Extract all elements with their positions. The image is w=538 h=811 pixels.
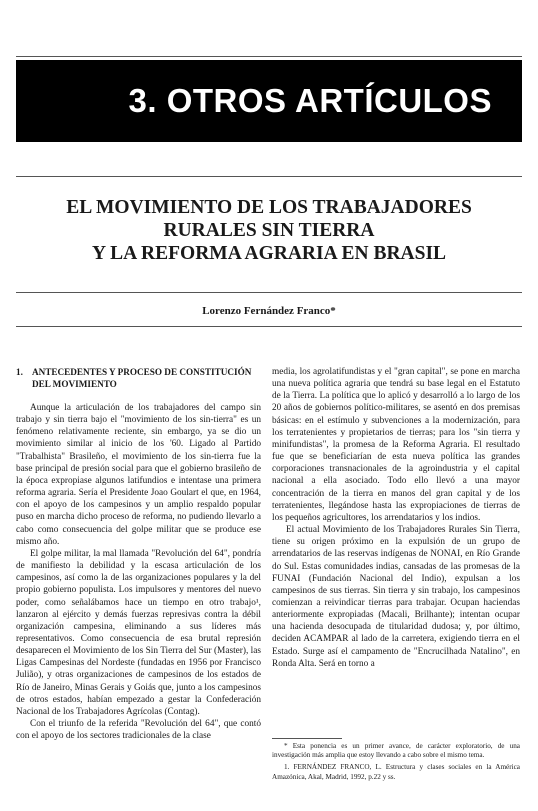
title-line-2: RURALES SIN TIERRA [163, 220, 375, 241]
left-paragraph-2: El golpe militar, la mal llamada "Revolución del 64", pondría de manifiesto la debilidad y la escasa articulación de los campesinos, así como la de las organizaciones populares y la del propio gobierno populista. Los impulsores y mentores del nuevo poder, como señalábamos hace un tiempo en otro trabajo¹, lanzaron al ejército y demás fuerzas represivas contra la débil organización campesina, eliminando a sus líderes más representativos. Como consecuencia de esa brutal represión desaparecen el Movimiento de los Sin Tierra del Sur (Master), las Ligas Campesinas del Nordeste (fundadas en 1956 por Francisco Julião), y otras organizaciones de campesinos de los estados de Río de Janeiro, Minas Gerais y Goiás que, junto a los campesinos de otros estados, habían empezado a gestar la Confederación Nacional de los Trabajadores Agrícolas (Contag). [16, 548, 261, 717]
right-column [272, 366, 520, 670]
author-name: Lorenzo Fernández Franco* [202, 305, 336, 317]
section-heading-text: ANTECEDENTES Y PROCESO DE CONSTITUCIÓN DEL MOVIMIENTO [32, 367, 252, 389]
footnotes [272, 742, 520, 785]
title-line-3: Y LA REFORMA AGRARIA EN BRASIL [91, 243, 447, 264]
left-column [16, 366, 261, 742]
section-banner [16, 60, 522, 142]
footnote-rule [272, 738, 342, 739]
left-paragraph-1: Aunque la articulación de los trabajadores del campo sin trabajo y sin tierra bajo el "movimiento de los sin-tierra" es un fenómeno relativamente reciente, sin embargo, ya se dio un movimiento similar al inicio de los '60. Ligado al Partido "Trabalhista" Brasileño, el movimiento de los sin-tierra fue la base principal de presión social para que el gobierno brasileño de la época expropiase algunos latifundios e intentase una primera reforma agraria. Sería el Presidente Joao Goulart el que, en 1964, con el apoyo de los campesinos y un amplio respaldo popular puso en marcha dicho proceso de reforma, no pudiendo llevarlo a cabo como consecuencia del golpe militar que se produce ese mismo año. [16, 403, 261, 547]
author-bottom-rule [16, 326, 522, 327]
section-heading-number: 1. [16, 367, 23, 377]
section-banner-title: 3. OTROS ARTÍCULOS [128, 82, 492, 119]
title-bottom-rule [16, 292, 522, 293]
top-rule [16, 56, 522, 57]
title-line-1: EL MOVIMIENTO DE LOS TRABAJADORES [66, 197, 472, 218]
footnote-1: 1. FERNÁNDEZ FRANCO, L. Estructura y clases sociales en la América Amazónica, Akal, Madrid, 1992, p.22 y ss. [272, 763, 520, 781]
left-paragraph-3: Con el triunfo de la referida "Revolución del 64", que contó con el apoyo de los sectores tradicionales de la clase [16, 719, 261, 742]
article-title [16, 196, 522, 265]
footnote-star: * Esta ponencia es un primer avance, de carácter exploratorio, de una investigación más amplia que estoy llevando a cabo sobre el mismo tema. [272, 742, 520, 760]
right-paragraph-2: El actual Movimiento de los Trabajadores Rurales Sin Tierra, tiene su origen próximo en la expulsión de un grupo de arrendatarios de las reservas indígenas de NONAI, en Río Grande do Sul. Estas comunidades indias, cansadas de las promesas de la FUNAI (Fundación Nacional del Indio), expulsan a los campesinos de sus tierras. Sin tierra y sin trabajo, los campesinos comienzan a reivindicar tierras para trabajar. Ocupan haciendas anteriormente expropiadas (Macali, Brilhante); intentan ocupar una hacienda desocupada de titularidad dudosa; y, por último, deciden ACAMPAR al lado de la carretera, exigiendo tierra en el Estado. Surge así el campamento de "Encrucilhada Natalino", en Ronda Alta. Será en torno a [272, 525, 520, 669]
right-paragraph-1: media, los agrolatifundistas y el "gran capital", se pone en marcha una nueva política agraria que tendrá su base legal en el Estatuto de la Tierra. La política que lo aplicó y desarrolló a lo largo de los 20 años de gobiernos político-militares, se asentó en dos premisas básicas: en el estímulo y subvenciones a la modernización, para los terratenientes y propietarios de tierras; para los "sin tierra y minifundistas", la promesa de la Reforma Agraria. El resultado fue que se beneficiarían de esta nueva política las grandes corporaciones transnacionales de la agroindustria y el capital nacional a ella asociado. Todo ello llevó a una mayor concentración de la tierra en manos del gran capital y de los terratenientes, llegándose hasta las expropiaciones de tierras de los pequeños agricultores, los arrendatarios y los indios. [272, 367, 520, 523]
section-heading [16, 366, 261, 390]
banner-bottom-rule [16, 176, 522, 177]
